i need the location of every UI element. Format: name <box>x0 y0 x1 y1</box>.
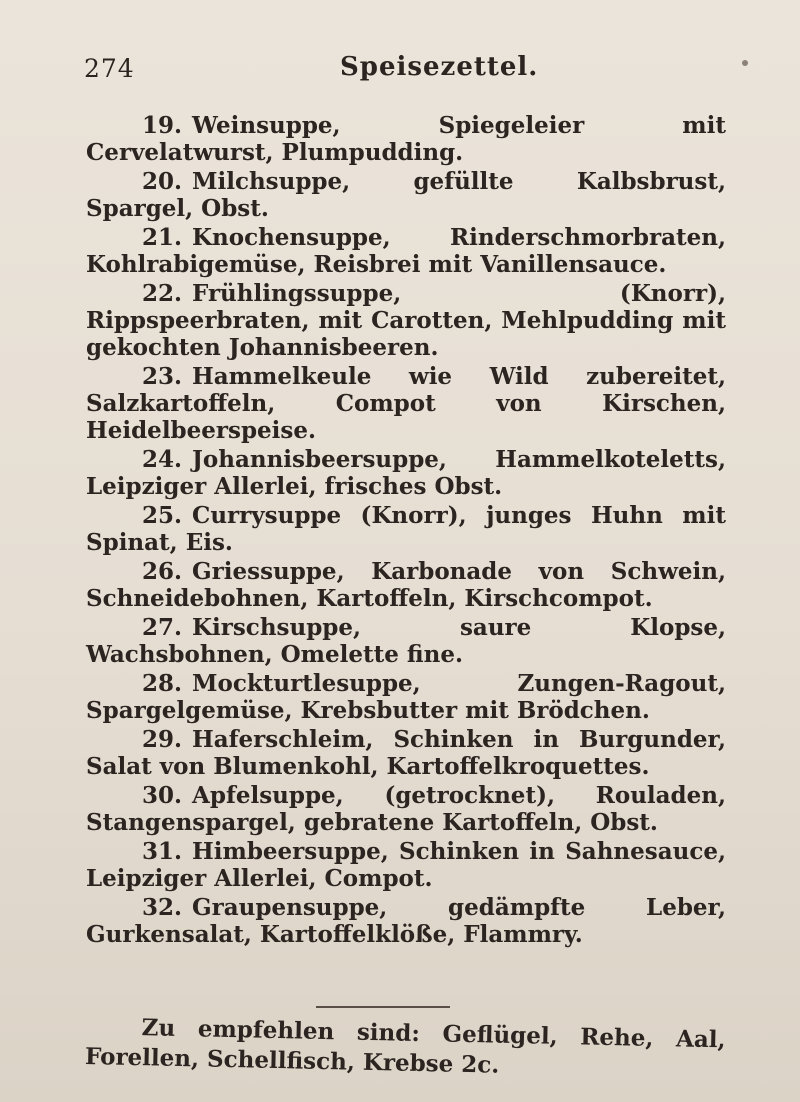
entry-text: Graupensuppe, gedämpfte Leber, Gurkensalat, Kartoffelklöße, Flammry. <box>86 894 726 948</box>
entry-text: Himbeersuppe, Schinken in Sahnesauce, Leipziger Allerlei, Compot. <box>86 838 726 892</box>
menu-entry-31 <box>86 838 726 892</box>
entry-text: Apfelsuppe, (getrocknet), Rouladen, Stangenspargel, gebratene Kartoffeln, Obst. <box>86 782 726 836</box>
entry-text: Frühlingssuppe, (Knorr), Rippspeerbraten, mit Carotten, Mehlpudding mit gekochten Johannisbeeren. <box>86 280 726 361</box>
menu-entry-27 <box>86 614 726 668</box>
entry-number: 25. <box>142 502 183 529</box>
menu-entry-20 <box>86 168 726 222</box>
entry-text: Weinsuppe, Spiegeleier mit Cervelatwurst, Plumpudding. <box>86 112 726 166</box>
entry-text: Griessuppe, Karbonade von Schwein, Schneidebohnen, Kartoffeln, Kirschcompot. <box>86 558 726 612</box>
entry-number: 24. <box>142 446 183 473</box>
entry-number: 26. <box>142 558 183 585</box>
menu-entry-26 <box>86 558 726 612</box>
entry-text: Mockturtlesuppe, Zungen-Ragout, Spargelgemüse, Krebsbutter mit Brödchen. <box>86 670 726 724</box>
menu-entry-30 <box>86 782 726 836</box>
menu-entry-24 <box>86 446 726 500</box>
entry-number: 23. <box>142 363 183 390</box>
section-divider <box>316 1006 450 1008</box>
entry-text: Currysuppe (Knorr), junges Huhn mit Spinat, Eis. <box>86 502 726 556</box>
menu-entry-25 <box>86 502 726 556</box>
entry-number: 27. <box>142 614 183 641</box>
menu-list <box>86 112 726 950</box>
entry-text: Hammelkeule wie Wild zubereitet, Salzkartoffeln, Compot von Kirschen, Heidelbeerspeise. <box>86 363 726 444</box>
menu-entry-32 <box>86 894 726 948</box>
entry-number: 20. <box>142 168 183 195</box>
entry-text: Milchsuppe, gefüllte Kalbsbrust, Spargel, Obst. <box>86 168 726 222</box>
entry-text: Johannisbeersuppe, Hammelkoteletts, Leipziger Allerlei, frisches Obst. <box>86 446 726 500</box>
entry-number: 19. <box>142 112 183 139</box>
entry-number: 21. <box>142 224 183 251</box>
paper-speck <box>742 60 748 66</box>
page-number: 274 <box>84 54 135 83</box>
menu-entry-21 <box>86 224 726 278</box>
running-head: Speisezettel. <box>340 52 539 82</box>
entry-text: Kirschsuppe, saure Klopse, Wachsbohnen, Omelette fine. <box>86 614 726 668</box>
entry-text: Knochensuppe, Rinderschmorbraten, Kohlrabigemüse, Reisbrei mit Vanillensauce. <box>86 224 726 278</box>
menu-entry-22 <box>86 280 726 361</box>
entry-number: 31. <box>142 838 183 865</box>
menu-entry-28 <box>86 670 726 724</box>
entry-number: 30. <box>142 782 183 809</box>
recommendation-note: Zu empfehlen sind: Geflügel, Rehe, Aal, Forellen, Schellfisch, Krebse 2c. <box>84 1014 726 1079</box>
entry-number: 28. <box>142 670 183 697</box>
entry-number: 22. <box>142 280 183 307</box>
entry-number: 29. <box>142 726 183 753</box>
entry-number: 32. <box>142 894 183 921</box>
menu-entry-23 <box>86 363 726 444</box>
entry-text: Haferschleim, Schinken in Burgunder, Salat von Blumenkohl, Kartoffelkroquettes. <box>86 726 726 780</box>
menu-entry-19 <box>86 112 726 166</box>
menu-entry-29 <box>86 726 726 780</box>
